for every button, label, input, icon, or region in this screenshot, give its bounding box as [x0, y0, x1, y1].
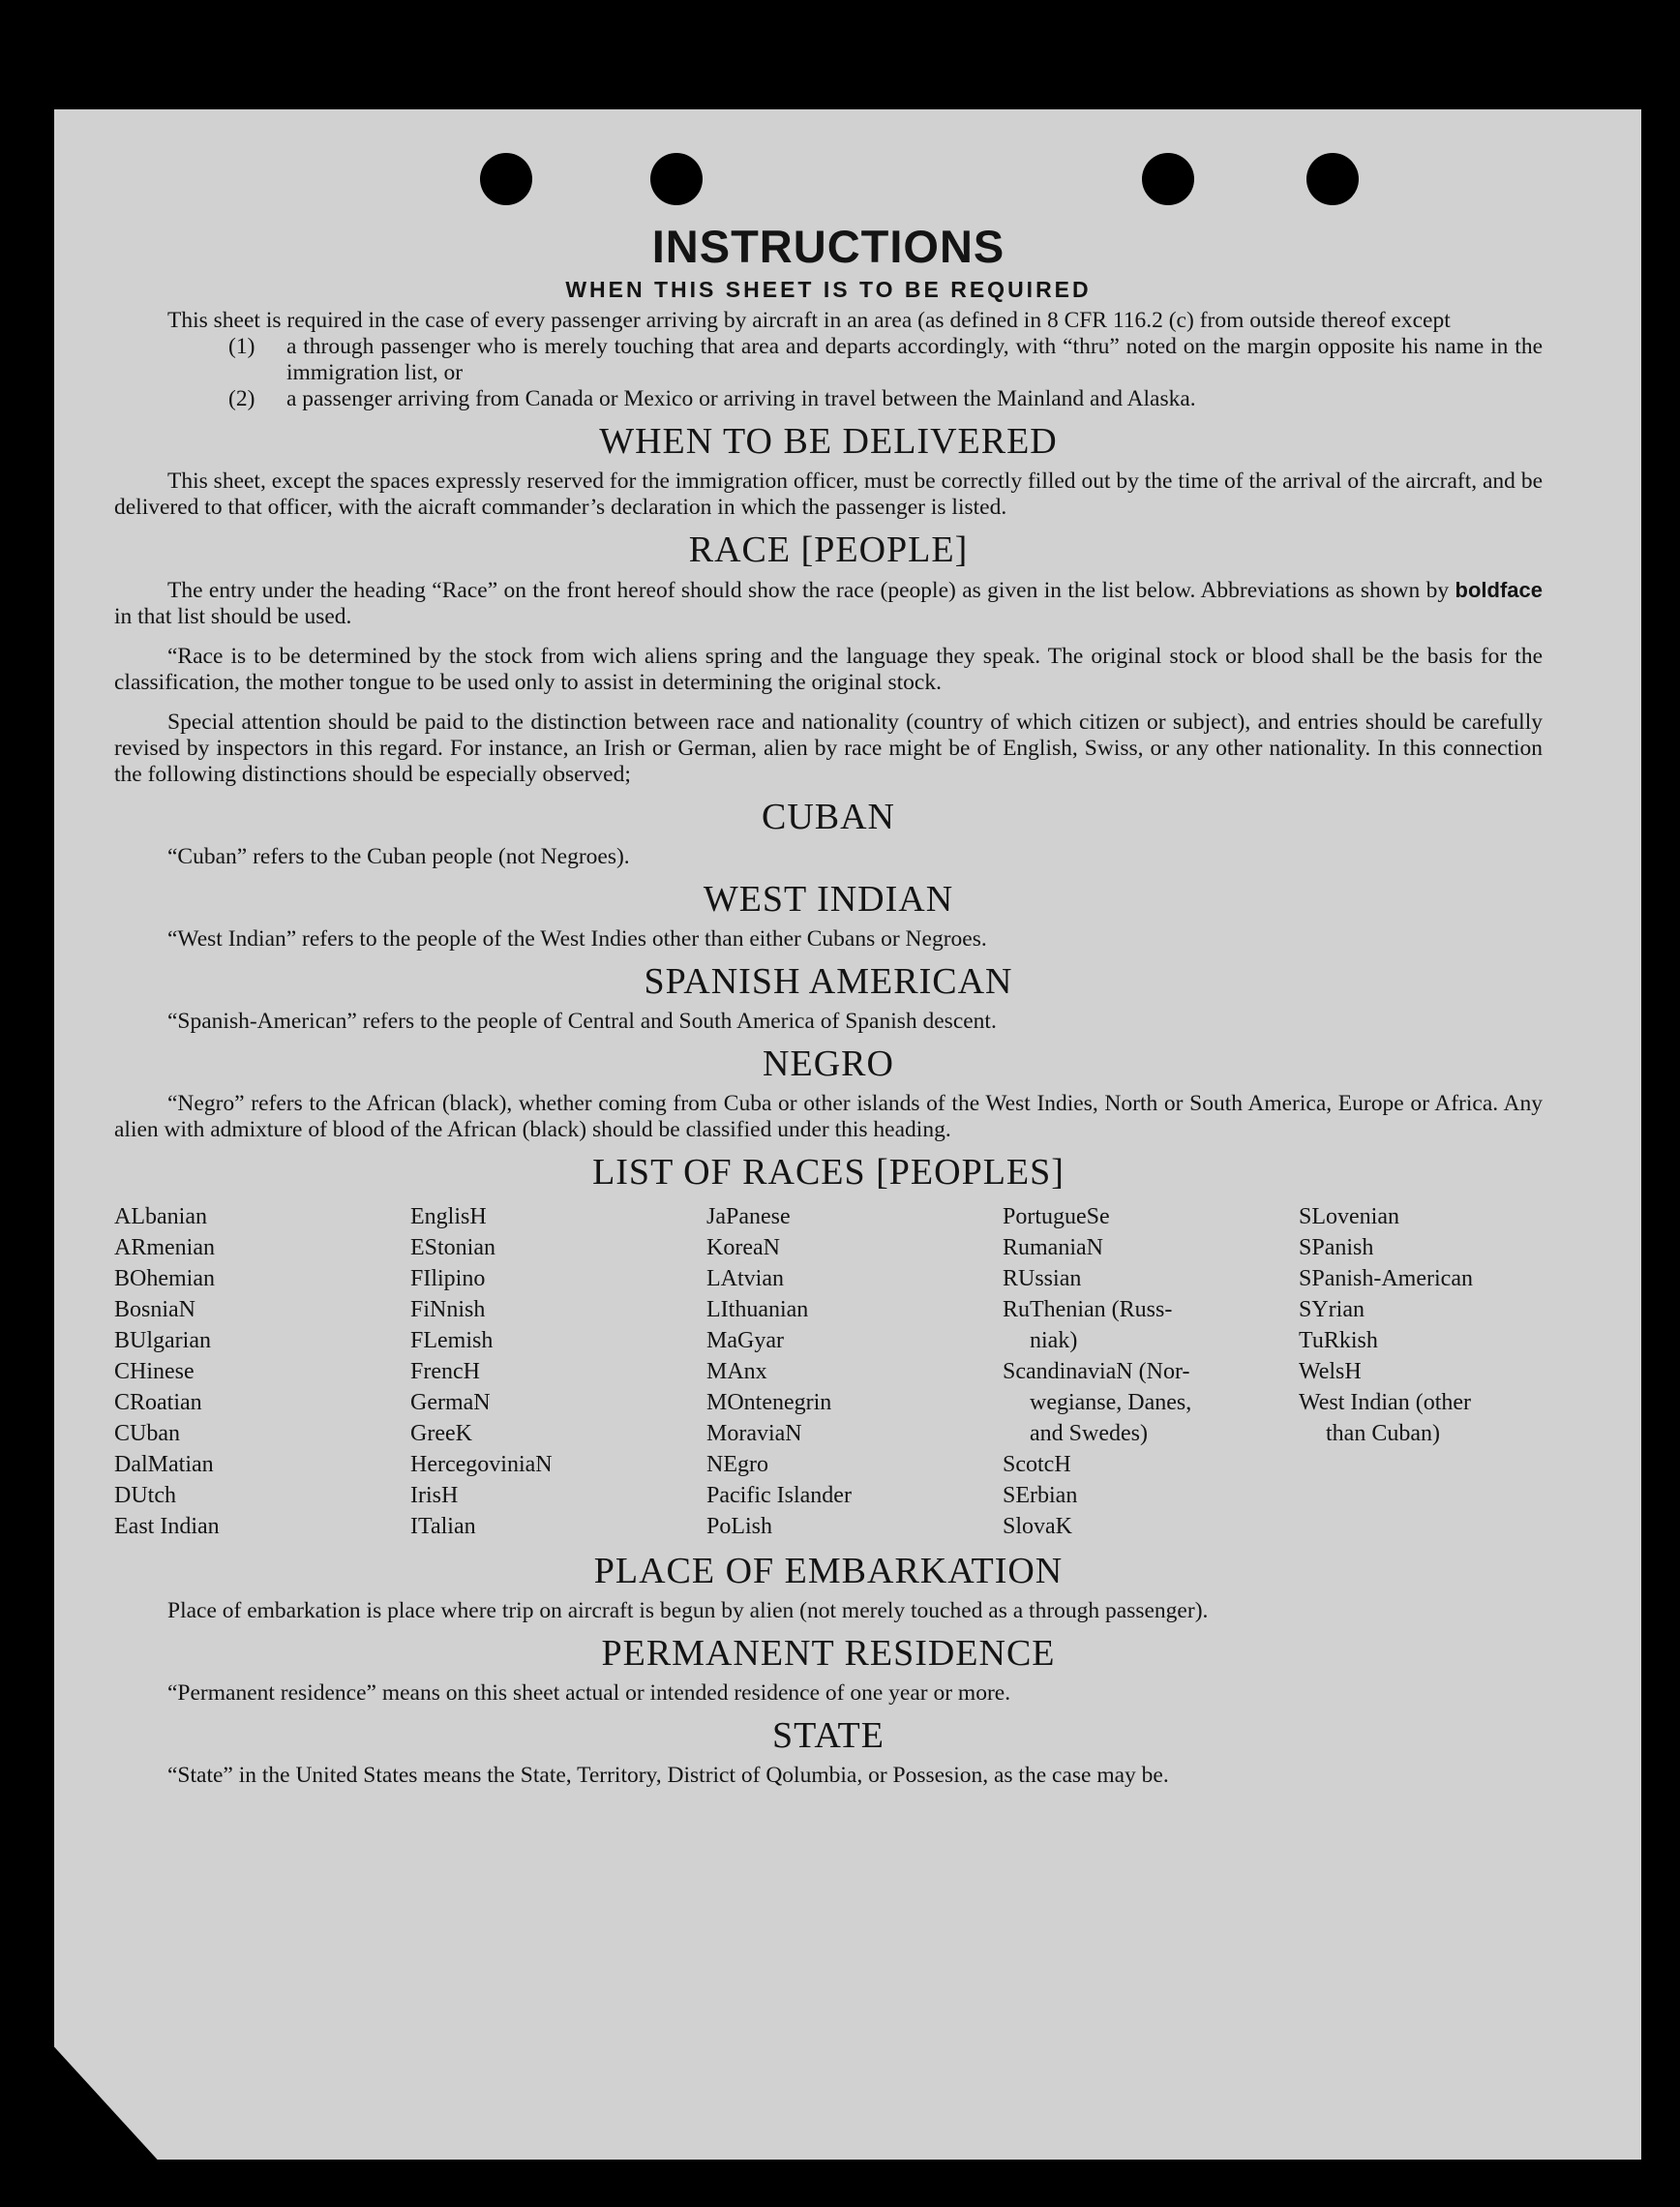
race-item: SLovenian	[1299, 1204, 1399, 1229]
race-item: FIlipino	[410, 1266, 486, 1291]
heading-negro: NEGRO	[763, 1043, 894, 1084]
race-item: CHinese	[114, 1359, 195, 1384]
heading-spanish-american: SPANISH AMERICAN	[644, 961, 1013, 1002]
race-item: MAnx	[706, 1359, 767, 1384]
race-item: ScandinaviaN (Nor-	[1003, 1359, 1190, 1384]
race-column	[1299, 1201, 1543, 1542]
race-item: SErbian	[1003, 1483, 1078, 1508]
delivered-text: This sheet, except the spaces expressly reserved for the immigration officer, must be correctly filled out by the time of the arrival of the aircraft, and be delivered to that officer, with the aicraft commander’s declaration in which the passenger is listed.	[114, 469, 1543, 520]
punch-hole	[650, 153, 703, 205]
heading-when-delivered: WHEN TO BE DELIVERED	[599, 421, 1058, 462]
race-item: CRoatian	[114, 1390, 202, 1415]
race-item: RUssian	[1003, 1266, 1082, 1291]
section-subtitle: WHEN THIS SHEET IS TO BE REQUIRED	[565, 277, 1092, 302]
race-item: FrencH	[410, 1359, 480, 1384]
races-list	[114, 1201, 1543, 1542]
page-title: INSTRUCTIONS	[651, 221, 1005, 272]
race-item: and Swedes)	[1030, 1421, 1148, 1446]
embarkation-text: Place of embarkation is place where trip on aircraft is begun by alien (not merely touched as a through passenger).	[167, 1598, 1209, 1623]
race-column	[706, 1201, 1003, 1542]
race-item: KoreaN	[706, 1235, 780, 1260]
race-item: than Cuban)	[1326, 1421, 1440, 1446]
race-item: WelsH	[1299, 1359, 1362, 1384]
race-paragraph-1	[114, 577, 1543, 630]
west-indian-text: “West Indian” refers to the people of the West Indies other than either Cubans or Negroes.	[167, 926, 987, 952]
document-content	[114, 221, 1543, 1789]
race-item: DUtch	[114, 1483, 176, 1508]
race-item: ALbanian	[114, 1204, 207, 1229]
cuban-text: “Cuban” refers to the Cuban people (not Negroes).	[167, 844, 630, 869]
race-item: NEgro	[706, 1452, 768, 1477]
race-item: MOntenegrin	[706, 1390, 832, 1415]
heading-cuban: CUBAN	[761, 797, 896, 837]
race-item: DalMatian	[114, 1452, 214, 1477]
race-item: LIthuanian	[706, 1297, 809, 1322]
race-item: TuRkish	[1299, 1328, 1378, 1353]
race-bold-word: boldface	[1455, 578, 1543, 602]
heading-embarkation: PLACE OF EMBARKATION	[593, 1551, 1064, 1591]
race-item: IrisH	[410, 1483, 459, 1508]
race-item: West Indian (other	[1299, 1390, 1472, 1415]
heading-permanent-residence: PERMANENT RESIDENCE	[601, 1633, 1056, 1674]
race-item: JaPanese	[706, 1204, 791, 1229]
state-text: “State” in the United States means the State, Territory, District of Qolumbia, or Possesion, as the case may be.	[167, 1763, 1169, 1788]
race-item: ITalian	[410, 1514, 476, 1539]
race-item: Pacific Islander	[706, 1483, 852, 1508]
race-item: GreeK	[410, 1421, 472, 1446]
heading-west-indian: WEST INDIAN	[703, 879, 954, 920]
punch-hole	[1306, 153, 1359, 205]
race-item: CUban	[114, 1421, 180, 1446]
race-item: ARmenian	[114, 1235, 215, 1260]
heading-race: RACE [PEOPLE]	[688, 529, 969, 570]
punch-hole	[1142, 153, 1194, 205]
race-item: SPanish-American	[1299, 1266, 1473, 1291]
race-item: PoLish	[706, 1514, 773, 1539]
heading-state: STATE	[772, 1715, 885, 1756]
race-item: EStonian	[410, 1235, 495, 1260]
race-item: SPanish	[1299, 1235, 1374, 1260]
spanish-american-text: “Spanish-American” refers to the people of Central and South America of Spanish descent.	[167, 1009, 997, 1034]
race-item: niak)	[1030, 1328, 1078, 1353]
race-item: RumaniaN	[1003, 1235, 1103, 1260]
race-item: RuThenian (Russ-	[1003, 1297, 1173, 1322]
exception-text: a passenger arriving from Canada or Mexico or arriving in travel between the Mainland and Alaska.	[286, 386, 1196, 411]
required-intro: This sheet is required in the case of every passenger arriving by aircraft in an area (as defined in 8 CFR 116.2 (c) from outside thereof except	[167, 308, 1451, 333]
race-item: SlovaK	[1003, 1514, 1072, 1539]
race-item: FLemish	[410, 1328, 494, 1353]
race-item: ScotcH	[1003, 1452, 1071, 1477]
race-item: LAtvian	[706, 1266, 784, 1291]
race-item: GermaN	[410, 1390, 491, 1415]
exception-text: a through passenger who is merely touching that area and departs accordingly, with “thru” noted on the margin opposite his name in the immigration list, or	[286, 334, 1543, 385]
race-item: PortugueSe	[1003, 1204, 1110, 1229]
race-paragraph-2: “Race is to be determined by the stock from wich aliens spring and the language they speak. The original stock or blood shall be the basis for the classification, the mother tongue to be used only to assist in determining the original stock.	[114, 644, 1543, 695]
race-item: BOhemian	[114, 1266, 215, 1291]
race-column	[410, 1201, 706, 1542]
race-item: BUlgarian	[114, 1328, 211, 1353]
exception-number: (1)	[228, 334, 255, 359]
exception-item	[228, 386, 1543, 412]
race-item: FiNnish	[410, 1297, 486, 1322]
race-column	[114, 1201, 410, 1542]
punch-hole	[480, 153, 532, 205]
race-item: MaGyar	[706, 1328, 784, 1353]
heading-list-of-races: LIST OF RACES [PEOPLES]	[592, 1152, 1065, 1193]
race-text: in that list should be used.	[114, 604, 352, 629]
race-item: SYrian	[1299, 1297, 1365, 1322]
race-item: HercegoviniaN	[410, 1452, 553, 1477]
race-item: wegianse, Danes,	[1030, 1390, 1192, 1415]
race-text: The entry under the heading “Race” on the front hereof should show the race (people) as given in the list below. Abbreviations as shown by	[167, 578, 1455, 603]
race-item: EnglisH	[410, 1204, 487, 1229]
race-item: BosniaN	[114, 1297, 195, 1322]
residence-text: “Permanent residence” means on this sheet actual or intended residence of one year or more.	[167, 1680, 1011, 1706]
race-item: East Indian	[114, 1514, 220, 1539]
race-paragraph-3: Special attention should be paid to the distinction between race and nationality (country of which citizen or subject), and entries should be carefully revised by inspectors in this regard. For instance, an Irish or German, alien by race might be of English, Swiss, or any other nationality. In this connection the following distinctions should be especially observed;	[114, 710, 1543, 787]
negro-text: “Negro” refers to the African (black), whether coming from Cuba or other islands of the West Indies, North or South America, Europe or Africa. Any alien with admixture of blood of the African (black) should be classified under this heading.	[114, 1091, 1543, 1142]
exception-number: (2)	[228, 386, 255, 411]
race-item: MoraviaN	[706, 1421, 802, 1446]
exception-item	[228, 334, 1543, 386]
race-column	[1003, 1201, 1299, 1542]
